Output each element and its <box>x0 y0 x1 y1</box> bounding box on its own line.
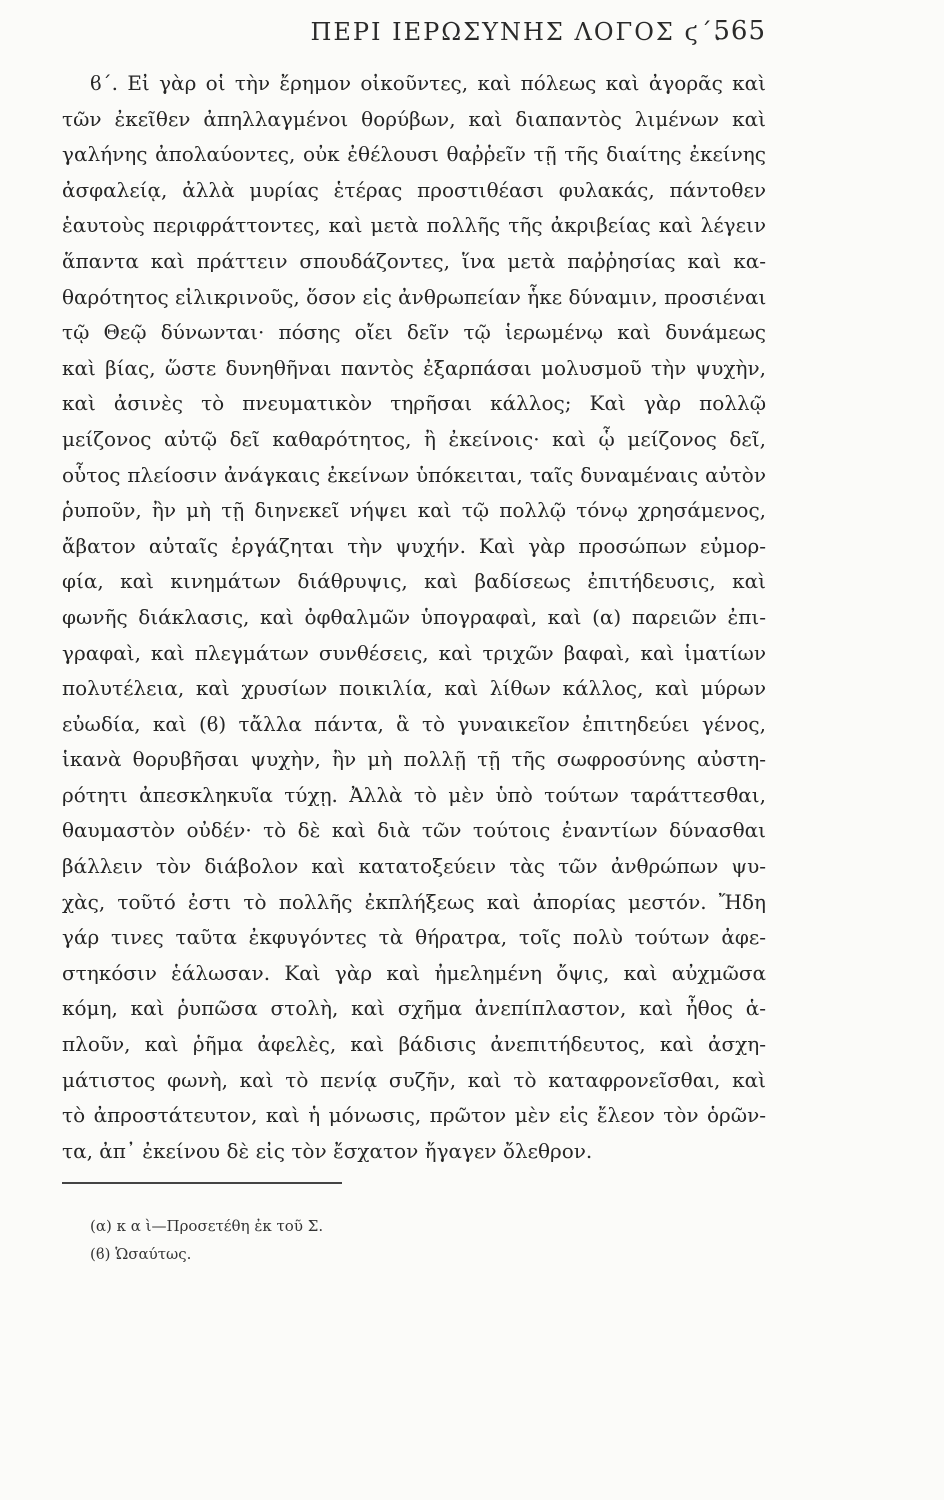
text-line: γαλήνης ἀπολαύοντες, οὐκ ἐθέλουσι θαῤῥεῖν τῇ τῆς διαίτης ἐκείνης <box>62 142 766 167</box>
text-line: ἱκανὰ θορυβῆσαι ψυχὴν, ἢν μὴ πολλῇ τῇ τῆς σωφροσύνης αὐστη- <box>62 747 766 772</box>
text-line: χὰς, τοῦτό ἐστι τὸ πολλῆς ἐκπλήξεως καὶ ἀπορίας μεστόν. Ἤδη <box>62 889 766 914</box>
main-text <box>62 66 766 1169</box>
text-line: φωνῆς διάκλασις, καὶ ὀφθαλμῶν ὑπογραφαὶ, καὶ (α) παρειῶν ἐπι- <box>62 604 766 629</box>
footnote: (ϐ) Ὡσαύτως. <box>90 1245 192 1263</box>
text-line: φία, καὶ κινημάτων διάθρυψις, καὶ βαδίσεως ἐπιτήδευσις, καὶ <box>62 569 766 594</box>
text-line: πλοῦν, καὶ ῥῆμα ἀφελὲς, καὶ βάδισις ἀνεπιτήδευτος, καὶ ἀσχη- <box>62 1032 766 1057</box>
text-line: πολυτέλεια, καὶ χρυσίων ποικιλία, καὶ λίθων κάλλος, καὶ μύρων <box>62 676 766 701</box>
text-line: θαρότητος εἰλικρινοῦς, ὅσον εἰς ἀνθρωπείαν ἧκε δύναμιν, προσιέναι <box>62 284 767 309</box>
text-line: ἅπαντα καὶ πράττειν σπουδάζοντες, ἵνα μετὰ παῤῥησίας καὶ κα- <box>62 248 766 273</box>
text-line: ρότητι ἀπεσκληκυῖα τύχῃ. Ἀλλὰ τὸ μὲν ὑπὸ τούτων ταράττεσθαι, <box>62 782 766 807</box>
text-line: γάρ τινες ταῦτα ἐκφυγόντες τὰ θήρατρα, τοῖς πολὺ τούτων ἀφε- <box>62 925 766 950</box>
running-title: ΠΕΡΙ ΙΕΡΩΣΥΝΗΣ ΛΟΓΟΣ ϛ΄. <box>310 18 724 46</box>
text-line: τῶν ἐκεῖθεν ἀπηλλαγμένοι θορύβων, καὶ διαπαντὸς λιμένων καὶ <box>62 106 766 131</box>
page-number: 565 <box>713 16 766 46</box>
text-line: καὶ βίας, ὥστε δυνηθῆναι παντὸς ἐξαρπάσαι μολυσμοῦ τὴν ψυχὴν, <box>62 355 766 380</box>
text-line: ἄβατον αὐταῖς ἐργάζηται τὴν ψυχήν. Καὶ γὰρ προσώπων εὐμορ- <box>62 533 766 558</box>
text-line: τὸ ἀπροστάτευτον, καὶ ἡ μόνωσις, πρῶτον μὲν εἰς ἔλεον τὸν ὁρῶν- <box>62 1103 766 1128</box>
text-line: καὶ ἀσινὲς τὸ πνευματικὸν τηρῆσαι κάλλος; Καὶ γὰρ πολλῷ <box>62 391 766 416</box>
text-line: οὗτος πλείοσιν ἀνάγκαις ἐκείνων ὑπόκειται, ταῖς δυναμέναις αὐτὸν <box>62 462 766 487</box>
text-line: γραφαὶ, καὶ πλεγμάτων συνθέσεις, καὶ τριχῶν βαφαὶ, καὶ ἱματίων <box>62 640 766 665</box>
text-line: μείζονος αὐτῷ δεῖ καθαρότητος, ἢ ἐκείνοις· καὶ ᾧ μείζονος δεῖ, <box>62 426 766 451</box>
text-line: ϐ΄. Εἰ γὰρ οἱ τὴν ἔρημον οἰκοῦντες, καὶ πόλεως καὶ ἀγορᾶς καὶ <box>90 71 766 95</box>
text-line: εὐωδία, καὶ (ϐ) τἄλλα πάντα, ἃ τὸ γυναικεῖον ἐπιτηδεύει γένος, <box>62 711 766 736</box>
footnotes <box>90 1212 323 1268</box>
text-line: ῥυποῦν, ἢν μὴ τῇ διηνεκεῖ νήψει καὶ τῷ πολλῷ τόνῳ χρησάμενος, <box>62 498 766 523</box>
text-line: ἑαυτοὺς περιφράττοντες, καὶ μετὰ πολλῆς τῆς ἀκριβείας καὶ λέγειν <box>62 213 766 238</box>
text-line: τῷ Θεῷ δύνωνται· πόσης οἴει δεῖν τῷ ἱερωμένῳ καὶ δυνάμεως <box>62 320 766 345</box>
text-line: ἀσφαλείᾳ, ἀλλὰ μυρίας ἑτέρας προστιθέασι φυλακάς, πάντοθεν <box>62 177 766 202</box>
text-line: θαυμαστὸν οὐδέν· τὸ δὲ καὶ διὰ τῶν τούτοις ἐναντίων δύνασθαι <box>62 818 766 843</box>
text-line: μάτιστος φωνὴ, καὶ τὸ πενίᾳ συζῆν, καὶ τὸ καταφρονεῖσθαι, καὶ <box>62 1067 766 1092</box>
text-line: βάλλειν τὸν διάβολον καὶ κατατοξεύειν τὰς τῶν ἀνθρώπων ψυ- <box>62 854 766 879</box>
text-line: τα, ἀπ᾿ ἐκείνου δὲ εἰς τὸν ἔσχατον ἤγαγεν ὄλεθρον. <box>62 1138 593 1163</box>
text-line: κόμη, καὶ ῥυπῶσα στολὴ, καὶ σχῆμα ἀνεπίπλαστον, καὶ ἦθος ἁ- <box>62 996 766 1021</box>
footnote-divider <box>62 1182 342 1184</box>
text-line: στηκόσιν ἑάλωσαν. Καὶ γὰρ καὶ ἠμελημένη ὄψις, καὶ αὐχμῶσα <box>62 960 766 985</box>
footnote: (α) κ α ὶ—Προσετέθη ἐκ τοῦ Σ. <box>90 1217 324 1235</box>
